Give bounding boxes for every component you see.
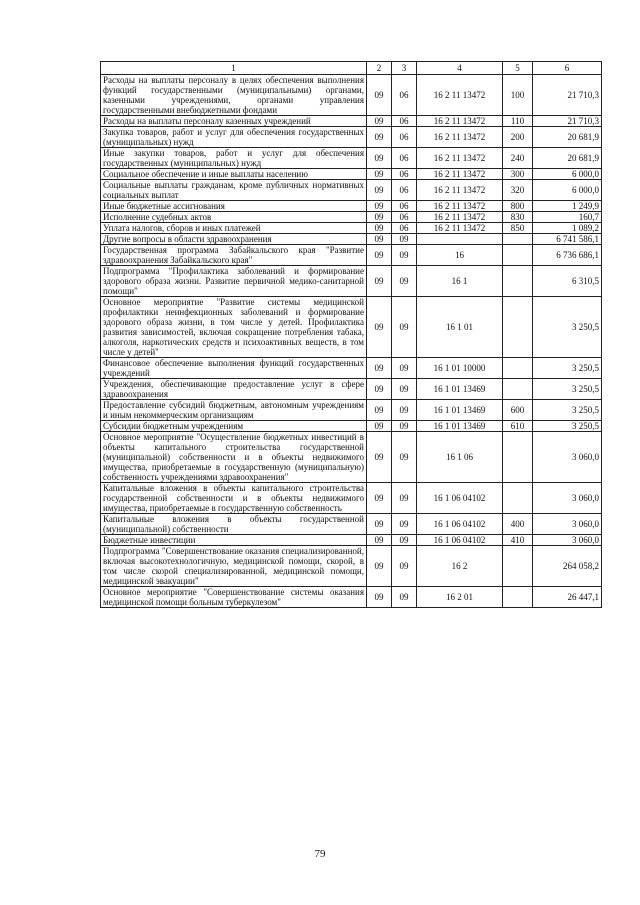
cell-section: 09: [367, 127, 392, 148]
table-row: [101, 148, 602, 169]
cell-name: Основное мероприятие "Развитие системы медицинской профилактики неинфекционных заболеваний и формирование здорового образа жизни, в том числе у детей. Профилактика развития зависимостей, включая сокращение потребления табака, алкоголя, наркотических средств и психоактивных веществ, в том числе у детей": [101, 297, 367, 358]
cell-amount: 3 250,5: [533, 297, 602, 358]
header-cell-section: 2: [367, 62, 392, 75]
table-row: [101, 379, 602, 400]
table-row: [101, 116, 602, 127]
cell-name: Бюджетные инвестиции: [101, 535, 367, 546]
cell-name: Расходы на выплаты персоналу в целях обеспечения выполнения функций государственными (муниципальными) органами, казенными учреждениями, органами управления государственными внебюджетными фондами: [101, 75, 367, 116]
cell-name: Субсидии бюджетным учреждениям: [101, 421, 367, 432]
cell-name: Уплата налогов, сборов и иных платежей: [101, 223, 367, 234]
cell-expense-type: 110: [503, 116, 533, 127]
cell-expense-type: [503, 297, 533, 358]
cell-target-article: 16 2 11 13472: [417, 201, 503, 212]
cell-subsection: 09: [392, 245, 417, 266]
table-row: [101, 75, 602, 116]
cell-subsection: 09: [392, 234, 417, 245]
cell-target-article: [417, 234, 503, 245]
cell-section: 09: [367, 266, 392, 297]
cell-target-article: 16 1 06: [417, 432, 503, 483]
cell-subsection: 09: [392, 535, 417, 546]
cell-subsection: 09: [392, 379, 417, 400]
table-row: [101, 223, 602, 234]
cell-amount: 3 060,0: [533, 535, 602, 546]
table-header-row: [101, 62, 602, 75]
table-row: [101, 535, 602, 546]
cell-name: Исполнение судебных актов: [101, 212, 367, 223]
table-row: [101, 546, 602, 587]
cell-section: 09: [367, 358, 392, 379]
cell-name: Предоставление субсидий бюджетным, автономным учреждениям и иным некоммерческим организациям: [101, 400, 367, 421]
cell-name: Основное мероприятие "Осуществление бюджетных инвестиций в объекты капитального строительства государственной (муниципальной) собственности и в объекты недвижимого имущества, приобретаемые в государственную (муниципальную) собственность учреждениями здравоохранения": [101, 432, 367, 483]
cell-section: 09: [367, 535, 392, 546]
cell-section: 09: [367, 421, 392, 432]
cell-target-article: 16: [417, 245, 503, 266]
table-row: [101, 483, 602, 514]
cell-target-article: 16 2 11 13472: [417, 148, 503, 169]
budget-table: [100, 61, 602, 608]
cell-amount: 26 447,1: [533, 587, 602, 608]
cell-subsection: 09: [392, 514, 417, 535]
cell-target-article: 16 2 11 13472: [417, 180, 503, 201]
cell-section: 09: [367, 169, 392, 180]
cell-target-article: 16 2 11 13472: [417, 75, 503, 116]
cell-amount: 3 060,0: [533, 432, 602, 483]
cell-expense-type: 850: [503, 223, 533, 234]
cell-expense-type: 600: [503, 400, 533, 421]
cell-section: 09: [367, 234, 392, 245]
cell-amount: 6 000,0: [533, 169, 602, 180]
cell-expense-type: [503, 234, 533, 245]
table-row: [101, 212, 602, 223]
cell-subsection: 06: [392, 169, 417, 180]
cell-subsection: 09: [392, 483, 417, 514]
cell-name: Иные закупки товаров, работ и услуг для обеспечения государственных (муниципальных) нужд: [101, 148, 367, 169]
cell-section: 09: [367, 148, 392, 169]
cell-section: 09: [367, 201, 392, 212]
cell-subsection: 06: [392, 116, 417, 127]
cell-name: Государственная программа Забайкальского края "Развитие здравоохранения Забайкальского края": [101, 245, 367, 266]
cell-expense-type: [503, 432, 533, 483]
table-row: [101, 266, 602, 297]
cell-subsection: 06: [392, 75, 417, 116]
cell-target-article: 16 1 01: [417, 297, 503, 358]
cell-expense-type: 300: [503, 169, 533, 180]
cell-section: 09: [367, 75, 392, 116]
cell-name: Иные бюджетные ассигнования: [101, 201, 367, 212]
cell-amount: 3 060,0: [533, 483, 602, 514]
cell-target-article: 16 1 01 10000: [417, 358, 503, 379]
cell-amount: 21 710,3: [533, 116, 602, 127]
cell-name: Закупка товаров, работ и услуг для обеспечения государственных (муниципальных) нужд: [101, 127, 367, 148]
table-row: [101, 234, 602, 245]
cell-subsection: 06: [392, 212, 417, 223]
table-row: [101, 421, 602, 432]
cell-amount: 6 310,5: [533, 266, 602, 297]
cell-subsection: 06: [392, 180, 417, 201]
cell-expense-type: [503, 379, 533, 400]
cell-target-article: 16 2 01: [417, 587, 503, 608]
cell-target-article: 16 2: [417, 546, 503, 587]
page-number: 79: [314, 848, 326, 860]
cell-target-article: 16 1 06 04102: [417, 535, 503, 546]
table-row: [101, 432, 602, 483]
table-row: [101, 169, 602, 180]
cell-expense-type: 100: [503, 75, 533, 116]
cell-subsection: 09: [392, 358, 417, 379]
cell-target-article: 16 2 11 13472: [417, 116, 503, 127]
cell-expense-type: 410: [503, 535, 533, 546]
cell-section: 09: [367, 483, 392, 514]
cell-name: Капитальные вложения в объекты капитального строительства государственной собственности и в объекты недвижимого имущества, приобретаемые в государственную собственность: [101, 483, 367, 514]
cell-expense-type: 610: [503, 421, 533, 432]
cell-target-article: 16 1 06 04102: [417, 514, 503, 535]
table-row: [101, 297, 602, 358]
cell-subsection: 09: [392, 587, 417, 608]
cell-subsection: 09: [392, 432, 417, 483]
cell-section: 09: [367, 116, 392, 127]
cell-name: Расходы на выплаты персоналу казенных учреждений: [101, 116, 367, 127]
table-row: [101, 587, 602, 608]
cell-target-article: 16 1 06 04102: [417, 483, 503, 514]
table-row: [101, 201, 602, 212]
cell-section: 09: [367, 245, 392, 266]
cell-subsection: 09: [392, 421, 417, 432]
cell-name: Социальные выплаты гражданам, кроме публичных нормативных социальных выплат: [101, 180, 367, 201]
cell-subsection: 06: [392, 127, 417, 148]
cell-amount: 1 089,2: [533, 223, 602, 234]
cell-name: Капитальные вложения в объекты государственной (муниципальной) собственности: [101, 514, 367, 535]
cell-section: 09: [367, 432, 392, 483]
cell-amount: 6 741 586,1: [533, 234, 602, 245]
header-cell-name: 1: [101, 62, 367, 75]
cell-name: Социальное обеспечение и иные выплаты населению: [101, 169, 367, 180]
cell-expense-type: 800: [503, 201, 533, 212]
cell-name: Подпрограмма "Профилактика заболеваний и формирование здорового образа жизни. Развитие первичной медико-санитарной помощи": [101, 266, 367, 297]
table-row: [101, 514, 602, 535]
cell-section: 09: [367, 514, 392, 535]
cell-target-article: 16 2 11 13472: [417, 169, 503, 180]
cell-section: 09: [367, 223, 392, 234]
header-cell-subsection: 3: [392, 62, 417, 75]
cell-expense-type: 200: [503, 127, 533, 148]
header-cell-target-article: 4: [417, 62, 503, 75]
cell-amount: 3 060,0: [533, 514, 602, 535]
cell-target-article: 16 1: [417, 266, 503, 297]
cell-section: 09: [367, 379, 392, 400]
cell-expense-type: 240: [503, 148, 533, 169]
header-cell-expense-type: 5: [503, 62, 533, 75]
cell-amount: 6 000,0: [533, 180, 602, 201]
cell-amount: 264 058,2: [533, 546, 602, 587]
table-row: [101, 400, 602, 421]
cell-subsection: 06: [392, 201, 417, 212]
header-cell-amount: 6: [533, 62, 602, 75]
cell-name: Учреждения, обеспечивающие предоставление услуг в сфере здравоохранения: [101, 379, 367, 400]
cell-amount: 160,7: [533, 212, 602, 223]
table-body: [101, 75, 602, 608]
cell-name: Другие вопросы в области здравоохранения: [101, 234, 367, 245]
cell-expense-type: [503, 358, 533, 379]
cell-amount: 6 736 686,1: [533, 245, 602, 266]
cell-target-article: 16 1 01 13469: [417, 379, 503, 400]
cell-target-article: 16 2 11 13472: [417, 212, 503, 223]
table-row: [101, 245, 602, 266]
cell-subsection: 09: [392, 297, 417, 358]
cell-name: Основное мероприятие "Совершенствование системы оказания медицинской помощи больным туберкулезом": [101, 587, 367, 608]
cell-amount: 3 250,5: [533, 421, 602, 432]
cell-subsection: 09: [392, 546, 417, 587]
cell-amount: 3 250,5: [533, 379, 602, 400]
cell-target-article: 16 1 01 13469: [417, 400, 503, 421]
cell-section: 09: [367, 212, 392, 223]
cell-subsection: 09: [392, 266, 417, 297]
cell-section: 09: [367, 400, 392, 421]
cell-amount: 21 710,3: [533, 75, 602, 116]
table-row: [101, 180, 602, 201]
cell-expense-type: 400: [503, 514, 533, 535]
cell-expense-type: [503, 587, 533, 608]
cell-name: Финансовое обеспечение выполнения функций государственных учреждений: [101, 358, 367, 379]
cell-amount: 3 250,5: [533, 400, 602, 421]
cell-section: 09: [367, 546, 392, 587]
cell-subsection: 06: [392, 223, 417, 234]
cell-amount: 1 249,9: [533, 201, 602, 212]
cell-name: Подпрограмма "Совершенствование оказания специализированной, включая высокотехнологичную, медицинской помощи, скорой, в том числе скорой специализированной, медицинской помощи, медицинской эвакуации": [101, 546, 367, 587]
cell-section: 09: [367, 180, 392, 201]
cell-target-article: 16 1 01 13469: [417, 421, 503, 432]
cell-expense-type: [503, 266, 533, 297]
table-row: [101, 358, 602, 379]
cell-amount: 20 681,9: [533, 127, 602, 148]
cell-subsection: 09: [392, 400, 417, 421]
cell-expense-type: [503, 546, 533, 587]
cell-section: 09: [367, 297, 392, 358]
cell-target-article: 16 2 11 13472: [417, 223, 503, 234]
cell-expense-type: [503, 245, 533, 266]
cell-target-article: 16 2 11 13472: [417, 127, 503, 148]
cell-subsection: 06: [392, 148, 417, 169]
table-row: [101, 127, 602, 148]
cell-amount: 3 250,5: [533, 358, 602, 379]
cell-amount: 20 681,9: [533, 148, 602, 169]
cell-expense-type: 320: [503, 180, 533, 201]
cell-expense-type: [503, 483, 533, 514]
cell-section: 09: [367, 587, 392, 608]
cell-expense-type: 830: [503, 212, 533, 223]
